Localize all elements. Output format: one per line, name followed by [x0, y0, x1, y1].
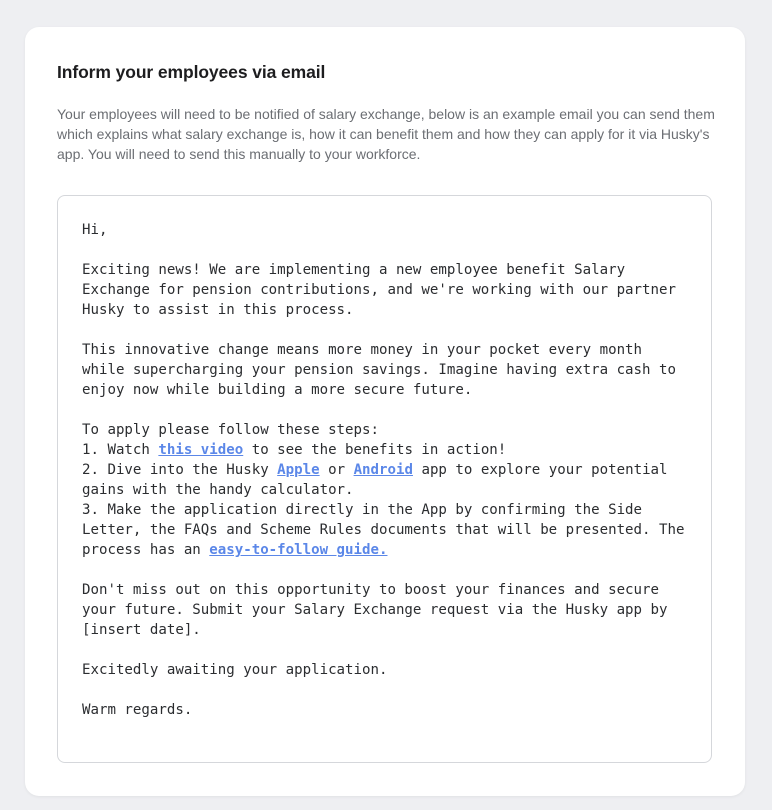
- email-paragraph-cta: Don't miss out on this opportunity to boost your finances and secure your future. Submit your Salary Exchange request via the Husky app by [insert date].: [82, 582, 668, 638]
- email-paragraph-benefits: This innovative change means more money in your pocket every month while supercharging your pension savings. Imagine having extra cash to enjoy now while building a more secure future.: [82, 342, 676, 398]
- step-1: 1. Watch this video to see the benefits in action!: [82, 442, 507, 458]
- steps-intro: To apply please follow these steps:: [82, 422, 379, 438]
- card-title: Inform your employees via email: [57, 62, 326, 82]
- email-template-box[interactable]: [57, 195, 712, 763]
- email-paragraph-closing: Excitedly awaiting your application.: [82, 662, 388, 678]
- android-app-link[interactable]: Android: [353, 462, 413, 478]
- card-description: Your employees will need to be notified of salary exchange, below is an example email you can send them which explains what salary exchange is, how it can benefit them and how they can apply for it via Husky's app. You will need to send this manually to your workforce.: [57, 106, 715, 162]
- this-video-link[interactable]: this video: [158, 442, 244, 458]
- email-template-card: [25, 27, 745, 796]
- email-greeting: Hi,: [82, 222, 108, 238]
- email-paragraph-intro: Exciting news! We are implementing a new employee benefit Salary Exchange for pension contributions, and we're working with our partner Husky to assist in this process.: [82, 262, 676, 318]
- step-2: 2. Dive into the Husky Apple or Android app to explore your potential gains with the handy calculator.: [82, 462, 668, 498]
- email-steps: [82, 420, 691, 560]
- easy-guide-link[interactable]: easy-to-follow guide.: [209, 542, 388, 558]
- step-3: 3. Make the application directly in the App by confirming the Side Letter, the FAQs and Scheme Rules documents that will be presented. The process has an easy-to-follow guide.: [82, 502, 685, 558]
- email-signoff: Warm regards.: [82, 702, 193, 718]
- apple-app-link[interactable]: Apple: [277, 462, 320, 478]
